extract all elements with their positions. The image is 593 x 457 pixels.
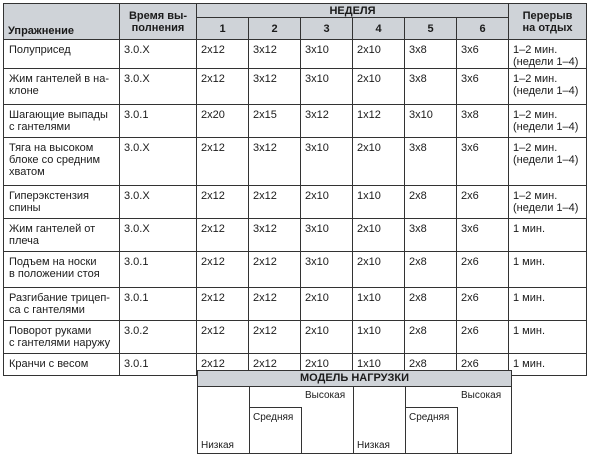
week-4-sets: 2х10 [353, 69, 405, 105]
week-1-sets: 2х12 [197, 40, 249, 69]
week-5-sets: 2х8 [405, 288, 457, 321]
week-6-sets: 2х6 [457, 186, 509, 219]
week-2-sets: 3х12 [249, 69, 301, 105]
week-2-sets: 3х12 [249, 40, 301, 69]
table-row [4, 321, 587, 354]
week-2-sets: 3х12 [249, 219, 301, 252]
week-6-sets: 2х6 [457, 288, 509, 321]
week-4-sets: 1х10 [353, 288, 405, 321]
load-high-label-2: Высокая [461, 390, 502, 401]
week-4-sets: 2х10 [353, 138, 405, 186]
exercise-name: Кранчи с весом [4, 354, 120, 376]
week-3-sets: 2х10 [301, 186, 353, 219]
week-4-sets: 1х10 [353, 354, 405, 376]
load-low-label-2: Низкая [357, 440, 390, 451]
week-3-sets: 3х12 [301, 105, 353, 138]
header-week-3: 3 [301, 18, 353, 40]
week-5-sets: 2х8 [405, 186, 457, 219]
workout-table [3, 3, 587, 376]
week-3-sets: 3х10 [301, 219, 353, 252]
week-6-sets: 3х6 [457, 69, 509, 105]
week-3-sets: 3х10 [301, 252, 353, 288]
table-row [4, 138, 587, 186]
exercise-time: 3.0.X [120, 40, 197, 69]
week-2-sets: 2х12 [249, 252, 301, 288]
header-week-4: 4 [353, 18, 405, 40]
load-medium-label-1: Средняя [253, 412, 294, 423]
week-1-sets: 2х12 [197, 138, 249, 186]
week-4-sets: 2х10 [353, 252, 405, 288]
week-2-sets: 3х12 [249, 138, 301, 186]
week-5-sets: 3х8 [405, 138, 457, 186]
header-time: Время вы- полнения [120, 4, 197, 40]
week-4-sets: 1х10 [353, 321, 405, 354]
exercise-name: Жим гантелей от плеча [4, 219, 120, 252]
table-row [4, 288, 587, 321]
rest-time: 1–2 мин. (недели 1–4) [509, 138, 587, 186]
week-6-sets: 3х6 [457, 138, 509, 186]
load-cell-low-2 [354, 386, 406, 454]
week-3-sets: 3х10 [301, 40, 353, 69]
week-1-sets: 2х12 [197, 288, 249, 321]
header-week: НЕДЕЛЯ [197, 4, 509, 18]
rest-time: 1 мин. [509, 288, 587, 321]
rest-time: 1 мин. [509, 354, 587, 376]
week-5-sets: 3х10 [405, 105, 457, 138]
week-5-sets: 2х8 [405, 354, 457, 376]
rest-time: 1–2 мин. (недели 1–4) [509, 105, 587, 138]
header-week-1: 1 [197, 18, 249, 40]
load-cell-medium-2 [406, 407, 458, 454]
table-row [4, 69, 587, 105]
rest-time: 1–2 мин. (недели 1–4) [509, 40, 587, 69]
load-cell-medium-1 [250, 407, 302, 454]
load-high-label-1: Высокая [305, 390, 346, 401]
week-4-sets: 2х10 [353, 219, 405, 252]
week-1-sets: 2х20 [197, 105, 249, 138]
exercise-time: 3.0.1 [120, 354, 197, 376]
week-1-sets: 2х12 [197, 69, 249, 105]
week-1-sets: 2х12 [197, 321, 249, 354]
week-1-sets: 2х12 [197, 354, 249, 376]
week-5-sets: 2х8 [405, 252, 457, 288]
week-3-sets: 2х10 [301, 288, 353, 321]
load-cell-low-1 [198, 386, 250, 454]
week-3-sets: 2х10 [301, 354, 353, 376]
load-model-title: МОДЕЛЬ НАГРУЗКИ [198, 371, 511, 387]
week-5-sets: 3х8 [405, 40, 457, 69]
week-1-sets: 2х12 [197, 252, 249, 288]
exercise-name: Полуприсед [4, 40, 120, 69]
week-2-sets: 2х12 [249, 354, 301, 376]
week-1-sets: 2х12 [197, 219, 249, 252]
load-medium-label-2: Средняя [409, 412, 450, 423]
week-4-sets: 1х12 [353, 105, 405, 138]
exercise-time: 3.0.X [120, 138, 197, 186]
load-cell-high-1 [302, 386, 354, 454]
exercise-name: Подъем на носки в положении стоя [4, 252, 120, 288]
week-2-sets: 2х12 [249, 186, 301, 219]
exercise-name: Поворот руками с гантелями наружу [4, 321, 120, 354]
week-4-sets: 1х10 [353, 186, 405, 219]
week-6-sets: 2х6 [457, 321, 509, 354]
week-3-sets: 3х10 [301, 138, 353, 186]
header-rest: Перерыв на отдых [509, 4, 587, 40]
table-row [4, 40, 587, 69]
week-6-sets: 2х6 [457, 354, 509, 376]
rest-time: 1 мин. [509, 252, 587, 288]
rest-time: 1–2 мин. (недели 1–4) [509, 186, 587, 219]
week-5-sets: 2х8 [405, 321, 457, 354]
week-2-sets: 2х12 [249, 321, 301, 354]
load-cell-high-2 [458, 386, 511, 454]
exercise-time: 3.0.2 [120, 321, 197, 354]
exercise-time: 3.0.X [120, 186, 197, 219]
exercise-time: 3.0.1 [120, 105, 197, 138]
exercise-name: Тяга на высоком блоке со средним хватом [4, 138, 120, 186]
week-2-sets: 2х15 [249, 105, 301, 138]
week-6-sets: 2х6 [457, 252, 509, 288]
week-1-sets: 2х12 [197, 186, 249, 219]
exercise-name: Разгибание трицеп- са с гантелями [4, 288, 120, 321]
week-3-sets: 2х10 [301, 321, 353, 354]
exercise-time: 3.0.X [120, 219, 197, 252]
exercise-time: 3.0.1 [120, 288, 197, 321]
week-6-sets: 3х6 [457, 40, 509, 69]
week-5-sets: 3х8 [405, 69, 457, 105]
week-6-sets: 3х6 [457, 219, 509, 252]
header-week-5: 5 [405, 18, 457, 40]
rest-time: 1 мин. [509, 321, 587, 354]
rest-time: 1 мин. [509, 219, 587, 252]
week-3-sets: 3х10 [301, 69, 353, 105]
exercise-name: Гиперэкстензия спины [4, 186, 120, 219]
load-model [197, 370, 512, 454]
exercise-time: 3.0.X [120, 69, 197, 105]
week-6-sets: 3х8 [457, 105, 509, 138]
exercise-time: 3.0.1 [120, 252, 197, 288]
rest-time: 1–2 мин. (недели 1–4) [509, 69, 587, 105]
table-row [4, 105, 587, 138]
week-5-sets: 3х8 [405, 219, 457, 252]
header-exercise: Упражнение [4, 4, 120, 40]
week-4-sets: 2х10 [353, 40, 405, 69]
header-week-6: 6 [457, 18, 509, 40]
week-2-sets: 2х12 [249, 288, 301, 321]
table-row [4, 252, 587, 288]
header-week-2: 2 [249, 18, 301, 40]
exercise-name: Шагающие выпады с гантелями [4, 105, 120, 138]
table-row [4, 219, 587, 252]
table-row [4, 186, 587, 219]
load-low-label-1: Низкая [201, 440, 234, 451]
exercise-name: Жим гантелей в на- клоне [4, 69, 120, 105]
